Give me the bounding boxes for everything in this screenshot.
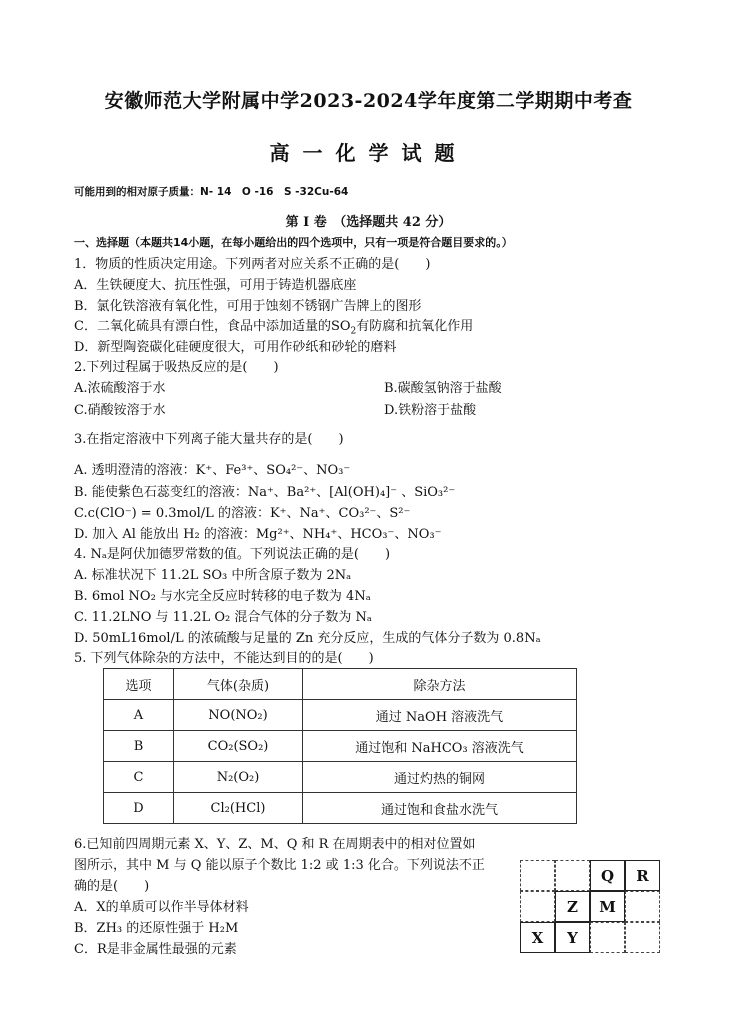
element-m: M <box>590 891 625 922</box>
q4-option-c: C. 11.2LNO 与 11.2L O₂ 混合气体的分子数为 Nₐ <box>74 610 372 625</box>
grid-cell-empty <box>625 922 660 953</box>
table-cell: B <box>104 731 174 762</box>
q1-option-a: A．生铁硬度大、抗压性强，可用于铸造机器底座 <box>74 278 357 293</box>
table-header: 气体(杂质) <box>174 669 303 700</box>
table-cell: 通过饱和 NaHCO₃ 溶液洗气 <box>303 731 577 762</box>
q3-option-a: A. 透明澄清的溶液：K⁺、Fe³⁺、SO₄²⁻、NO₃⁻ <box>74 463 351 478</box>
element-r: R <box>625 860 660 891</box>
q6-option-c: C．R是非金属性最强的元素 <box>74 942 237 957</box>
table-header-row <box>104 669 577 700</box>
table-cell: C <box>104 762 174 793</box>
q3-stem: 3.在指定溶液中下列离子能大量共存的是( ) <box>74 432 344 447</box>
q4-option-a: A. 标准状况下 11.2L SO₃ 中所含原子数为 2Nₐ <box>74 568 352 583</box>
atomic-masses: 可能用到的相对原子质量：N- 14 O -16 S -32Cu-64 <box>74 186 349 198</box>
section-title: 第 I 卷 （选择题共 42 分） <box>285 215 452 230</box>
grid-cell-empty <box>590 922 625 953</box>
grid-cell-empty <box>520 891 555 922</box>
table-row <box>104 793 577 824</box>
q3-option-b: B. 能使紫色石蕊变红的溶液：Na⁺、Ba²⁺、[Al(OH)₄]⁻ 、SiO₃²⁻ <box>74 485 456 500</box>
q3-option-c: C.c(ClO⁻) = 0.3mol/L 的溶液：K⁺、Na⁺、CO₃²⁻、S²⁻ <box>74 506 411 521</box>
q2-option-d: D.铁粉溶于盐酸 <box>384 403 477 418</box>
table-row <box>104 700 577 731</box>
section-instruction: 一、选择题（本题共14小题，在每小题给出的四个选项中，只有一项是符合题目要求的。） <box>74 236 513 249</box>
q1-option-c-sub: 2 <box>350 326 357 337</box>
q1-option-c-pre: C．二氧化硫具有漂白性，食品中添加适量的SO <box>74 319 351 334</box>
exam-title: 安徽师范大学附属中学2023-2024学年度第二学期期中考查 <box>104 90 633 112</box>
q6-option-a: A．X的单质可以作半导体材料 <box>74 900 249 915</box>
q4-option-d: D. 50mL16mol/L 的浓硫酸与足量的 Zn 充分反应，生成的气体分子数为 0.8Nₐ <box>74 631 541 646</box>
q1-option-c-post: 有防腐和抗氧化作用 <box>356 319 474 334</box>
q5-table <box>103 668 577 824</box>
q2-option-b: B.碳酸氢钠溶于盐酸 <box>384 381 502 396</box>
table-cell: NO(NO₂) <box>174 700 303 731</box>
q1-option-d: D．新型陶瓷碳化硅硬度很大，可用作砂纸和砂轮的磨料 <box>74 340 397 355</box>
q4-stem: 4. Nₐ是阿伏加德罗常数的值。下列说法正确的是( ) <box>74 547 391 562</box>
q4-option-b: B. 6mol NO₂ 与水完全反应时转移的电子数为 4Nₐ <box>74 589 371 604</box>
q1-option-b: B．氯化铁溶液有氧化性，可用于蚀刻不锈钢广告牌上的图形 <box>74 299 422 314</box>
q2-option-a: A.浓硫酸溶于水 <box>74 381 166 396</box>
q5-stem: 5. 下列气体除杂的方法中，不能达到目的的是( ) <box>74 651 374 666</box>
table-cell: 通过 NaOH 溶液洗气 <box>303 700 577 731</box>
grid-cell-empty <box>555 860 590 891</box>
table-cell: D <box>104 793 174 824</box>
element-y: Y <box>555 922 590 953</box>
q3-option-d: D. 加入 Al 能放出 H₂ 的溶液：Mg²⁺、NH₄⁺、HCO₃⁻、NO₃⁻ <box>74 527 442 542</box>
element-x: X <box>520 922 555 953</box>
q6-option-b: B．ZH₃ 的还原性强于 H₂M <box>74 921 239 936</box>
q1-option-c <box>74 318 473 341</box>
table-header: 除杂方法 <box>303 669 577 700</box>
table-row <box>104 731 577 762</box>
element-z: Z <box>555 891 590 922</box>
table-cell: N₂(O₂) <box>174 762 303 793</box>
table-row <box>104 762 577 793</box>
q6-stem-line3: 确的是( ) <box>74 879 150 894</box>
table-cell: Cl₂(HCl) <box>174 793 303 824</box>
table-cell: 通过饱和食盐水洗气 <box>303 793 577 824</box>
grid-cell-empty <box>625 891 660 922</box>
q6-stem-line2: 图所示，其中 M 与 Q 能以原子个数比 1:2 或 1:3 化合。下列说法不正 <box>74 858 485 873</box>
table-header: 选项 <box>104 669 174 700</box>
table-cell: A <box>104 700 174 731</box>
q6-stem-line1: 6.已知前四周期元素 X、Y、Z、M、Q 和 R 在周期表中的相对位置如 <box>74 837 476 852</box>
q1-stem: 1．物质的性质决定用途。下列两者对应关系不正确的是( ) <box>74 257 431 272</box>
q2-option-c: C.硝酸铵溶于水 <box>74 403 166 418</box>
grid-cell-empty <box>520 860 555 891</box>
element-q: Q <box>590 860 625 891</box>
table-cell: CO₂(SO₂) <box>174 731 303 762</box>
q2-stem: 2.下列过程属于吸热反应的是( ) <box>74 360 279 375</box>
exam-subtitle: 高一化学试题 <box>269 141 468 165</box>
table-cell: 通过灼热的铜网 <box>303 762 577 793</box>
